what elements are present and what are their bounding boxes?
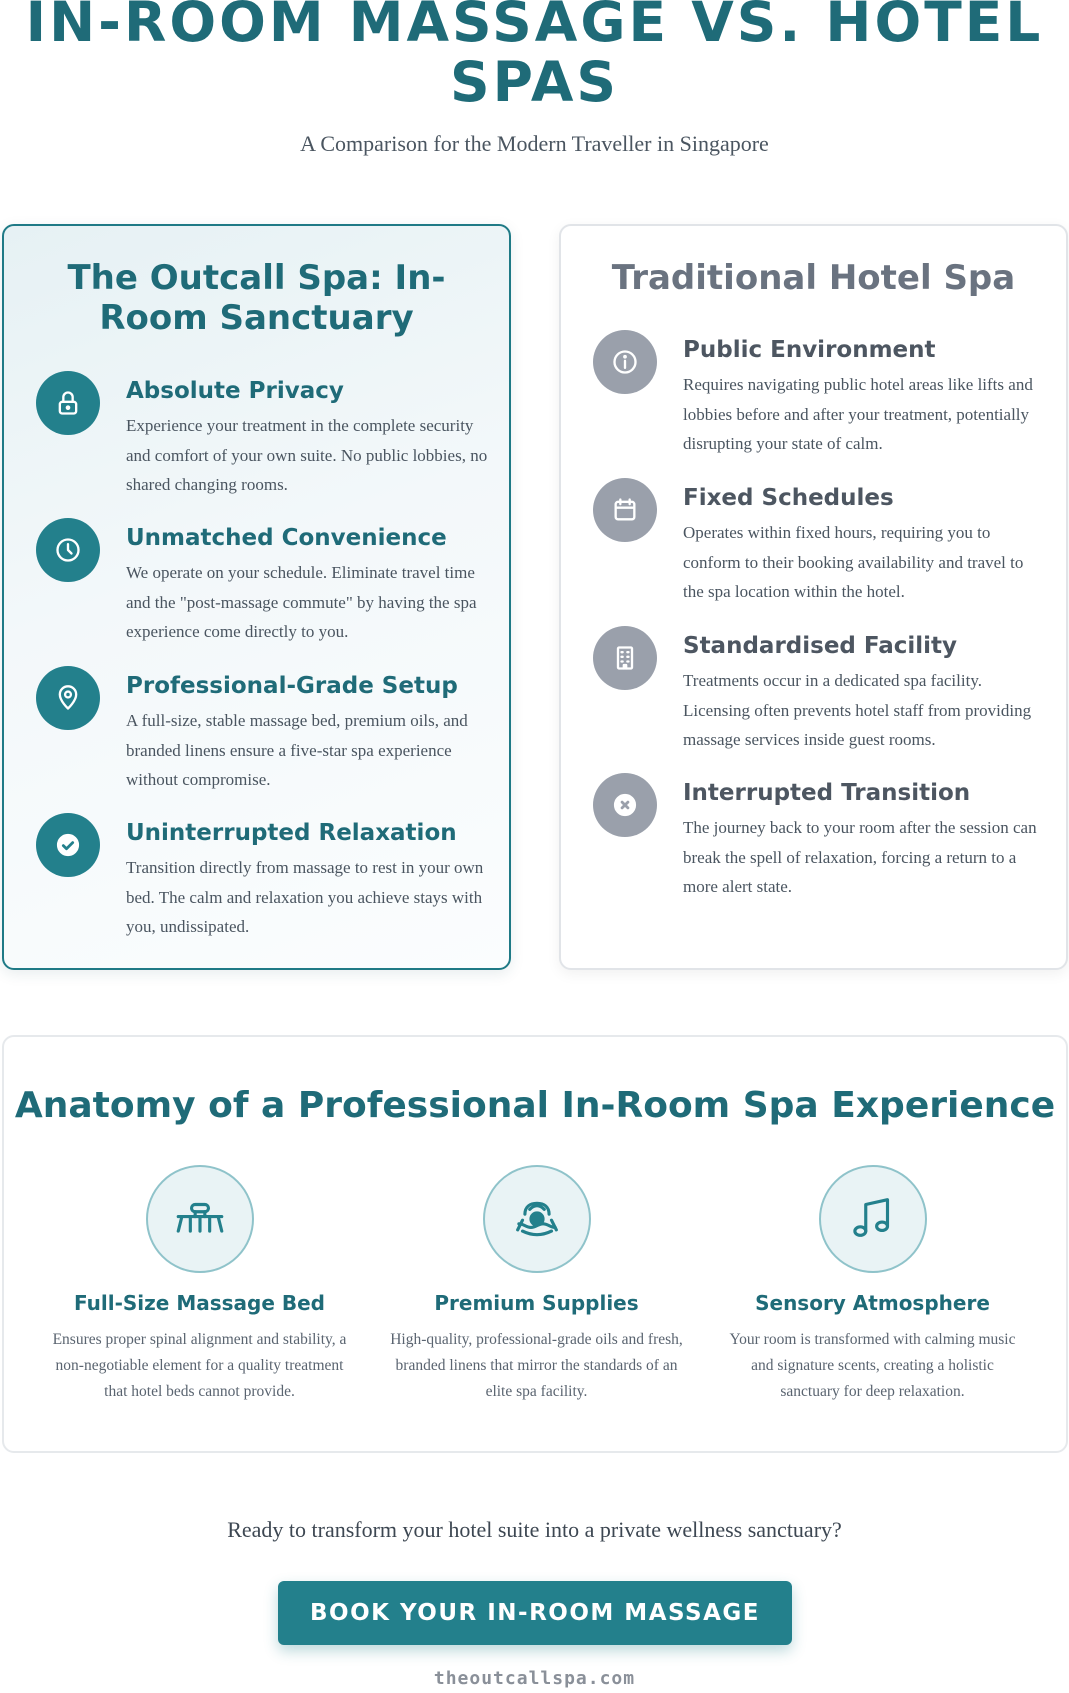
lock-icon (36, 371, 100, 435)
feature-title: Public Environment (683, 337, 936, 363)
anatomy-item-title: Full-Size Massage Bed (73, 1291, 325, 1315)
anatomy-section (2, 1035, 1068, 1453)
info-icon (593, 330, 657, 394)
book-in-room-massage-button[interactable]: BOOK YOUR IN-ROOM MASSAGE (278, 1581, 792, 1645)
feature-title: Standardised Facility (683, 633, 958, 659)
feature-title: Fixed Schedules (683, 485, 894, 511)
music-note-icon (819, 1165, 927, 1273)
check-circle-icon (36, 813, 100, 877)
anatomy-item-text: Your room is transformed with calming music and signature scents, creating a holistic sanctuary for deep relaxation. (729, 1331, 1016, 1400)
anatomy-item-premium-supplies (384, 1165, 689, 1405)
anatomy-item-title: Sensory Atmosphere (755, 1291, 990, 1315)
location-pin-icon (36, 666, 100, 730)
anatomy-item-massage-bed (47, 1165, 352, 1405)
feature-text: A full-size, stable massage bed, premium oils, and branded linens ensure a five-star spa experience without compromise. (126, 711, 468, 789)
anatomy-item-sensory-atmosphere (720, 1165, 1025, 1405)
page-title: IN-ROOM MASSAGE VS. HOTEL SPAS (25, 0, 1044, 114)
feature-title: Uninterrupted Relaxation (126, 820, 457, 846)
anatomy-title: Anatomy of a Professional In-Room Spa Experience (14, 1085, 1056, 1126)
feature-text: The journey back to your room after the session can break the spell of relaxation, forcing a return to a more alert state. (683, 818, 1037, 896)
clock-icon (36, 518, 100, 582)
cta-text: Ready to transform your hotel suite into a private wellness sanctuary? (227, 1517, 842, 1542)
feature-text: Treatments occur in a dedicated spa facility. Licensing often prevents hotel staff from providing massage services inside guest rooms. (683, 671, 1032, 749)
feature-title: Interrupted Transition (683, 780, 971, 806)
outcall-card-title: The Outcall Spa: In-Room Sanctuary (67, 258, 446, 338)
spa-supplies-icon (483, 1165, 591, 1273)
feature-title: Professional-Grade Setup (126, 673, 458, 699)
page-subtitle: A Comparison for the Modern Traveller in Singapore (300, 131, 769, 156)
feature-title: Unmatched Convenience (126, 525, 447, 551)
building-icon (593, 626, 657, 690)
anatomy-item-text: High-quality, professional-grade oils and fresh, branded linens that mirror the standards of an elite spa facility. (390, 1331, 683, 1400)
hotel-card-title: Traditional Hotel Spa (611, 258, 1016, 298)
hotel-spa-card (559, 224, 1068, 970)
feature-text: Transition directly from massage to rest in your own bed. The calm and relaxation you achieve stays with you, undissipated. (126, 858, 484, 936)
massage-bed-icon (146, 1165, 254, 1273)
x-circle-icon (593, 773, 657, 837)
feature-text: Requires navigating public hotel areas like lifts and lobbies before and after your treatment, potentially disrupting your state of calm. (683, 375, 1033, 453)
outcall-spa-card (2, 224, 511, 970)
feature-title: Absolute Privacy (126, 378, 344, 404)
feature-text: We operate on your schedule. Eliminate travel time and the "post-massage commute" by having the spa experience come directly to you. (126, 563, 477, 641)
footer-domain-link[interactable]: theoutcallspa.com (433, 1668, 636, 1689)
feature-text: Operates within fixed hours, requiring you to conform to their booking availability and travel to the spa location within the hotel. (683, 523, 1024, 601)
calendar-icon (593, 478, 657, 542)
anatomy-item-text: Ensures proper spinal alignment and stability, a non-negotiable element for a quality treatment that hotel beds cannot provide. (52, 1331, 347, 1400)
feature-text: Experience your treatment in the complete security and comfort of your own suite. No public lobbies, no shared changing rooms. (126, 416, 488, 494)
anatomy-item-title: Premium Supplies (434, 1291, 639, 1315)
